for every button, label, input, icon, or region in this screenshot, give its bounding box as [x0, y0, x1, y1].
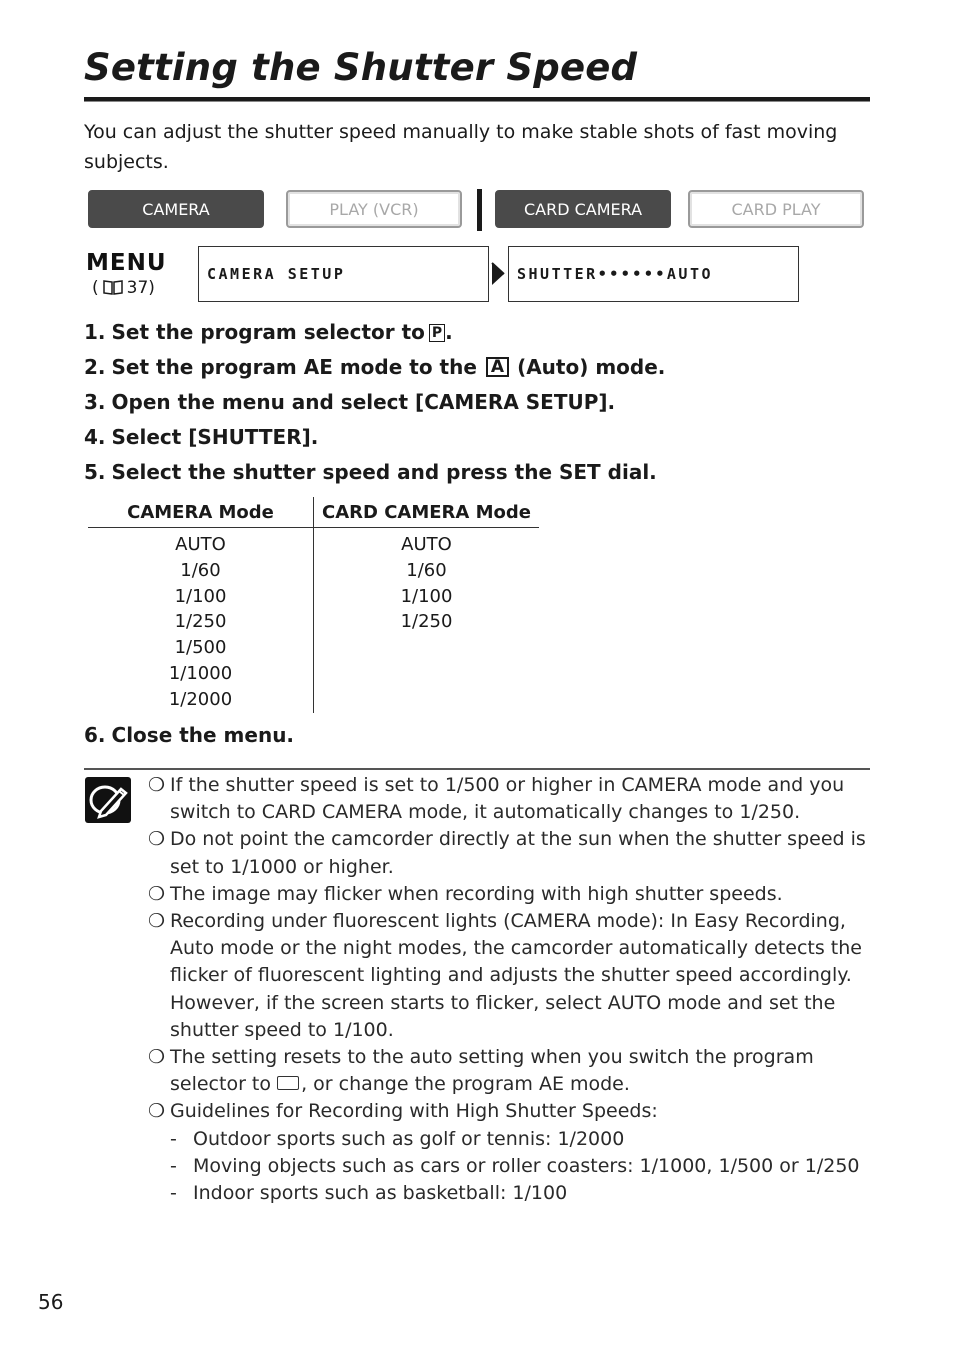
note-item [148, 1044, 874, 1098]
table-cell: AUTO [88, 528, 314, 558]
table-cell [314, 661, 540, 687]
step-text: Close the menu. [111, 723, 295, 747]
step-tail: (Auto) mode. [517, 355, 666, 379]
step-text: Set the program selector to [111, 320, 425, 344]
mode-play-vcr: PLAY (VCR) [286, 190, 462, 228]
note-text: Guidelines for Recording with High Shutter Speeds: [170, 1100, 658, 1123]
column-header-camera: CAMERA Mode [88, 497, 314, 528]
table-cell: 1/60 [406, 559, 447, 581]
note-text: The setting resets to the auto setting when you switch the program selector to [170, 1046, 814, 1096]
arrow-right-icon [490, 261, 508, 287]
step-1 [84, 320, 453, 344]
bullet-icon: ❍ [148, 828, 166, 851]
step-number: 1. [84, 320, 106, 344]
note-item [148, 826, 874, 880]
notes-pencil-icon [85, 777, 131, 823]
guideline-item [148, 1180, 874, 1207]
table-cell: 1/2000 [88, 687, 314, 713]
auto-mode-icon: A [486, 357, 509, 377]
menu-page-number: 37 [126, 278, 149, 298]
note-text: , or change the program AE mode. [301, 1073, 630, 1096]
mode-card-play: CARD PLAY [688, 190, 864, 228]
bullet-icon: ❍ [148, 774, 166, 796]
step-number: 4. [84, 425, 106, 449]
column-header-card-camera: CARD CAMERA Mode [314, 497, 540, 528]
step-6 [84, 723, 294, 747]
table-cell: 1/100 [88, 584, 314, 610]
menu-path-camera-setup: CAMERA SETUP [198, 246, 489, 302]
dash: - [170, 1127, 177, 1150]
program-selector-icon [277, 1076, 299, 1090]
notes-divider [84, 768, 870, 770]
page-number: 56 [38, 1290, 64, 1314]
guideline-text: Indoor sports such as basketball: 1/100 [193, 1182, 568, 1205]
note-text: Recording under fluorescent lights (CAMERA mode): In Easy Recording, Auto mode or the night modes, the camcorder automatically detects the flicker of fluorescent lighting and adjusts the shutter speed accordingly. However, if the screen starts to flicker, select AUTO mode and set the shutter speed to 1/100. [170, 910, 862, 1041]
menu-page-ref: ( 37) [92, 278, 155, 298]
table-row [88, 609, 539, 635]
menu-label: MENU [86, 250, 167, 276]
program-p-icon: P [429, 324, 445, 342]
step-text: Select the shutter speed and press the SET dial. [111, 460, 657, 484]
bullet-icon: ❍ [148, 1046, 166, 1069]
bullet-icon: ❍ [148, 910, 166, 933]
table-row [88, 687, 539, 713]
table-cell [314, 635, 540, 661]
table-cell [314, 687, 540, 713]
step-2 [84, 355, 665, 379]
title-rule-shadow [84, 101, 870, 102]
step-number: 3. [84, 390, 106, 414]
step-text: Set the program AE mode to the [111, 355, 477, 379]
table-row [88, 558, 539, 584]
step-number: 6. [84, 723, 106, 747]
table-row [88, 635, 539, 661]
table-cell: 1/250 [400, 611, 453, 633]
guideline-item [148, 1126, 874, 1153]
page-title: Setting the Shutter Speed [84, 46, 638, 89]
mode-camera: CAMERA [88, 190, 264, 228]
note-item [148, 908, 874, 1044]
step-4 [84, 425, 318, 449]
mode-separator [477, 189, 482, 231]
notes-list [148, 772, 874, 1207]
step-5 [84, 460, 657, 484]
guideline-text: Outdoor sports such as golf or tennis: 1/2000 [193, 1127, 625, 1150]
table-cell: 1/500 [88, 635, 314, 661]
guideline-text: Moving objects such as cars or roller coasters: 1/1000, 1/500 or 1/250 [193, 1154, 860, 1177]
book-icon [102, 279, 124, 295]
dash: - [170, 1154, 177, 1177]
guideline-item [148, 1153, 874, 1180]
dash: - [170, 1182, 177, 1205]
table-cell: 1/250 [88, 609, 314, 635]
step-tail: . [445, 320, 453, 344]
table-cell: AUTO [401, 534, 452, 555]
note-item [148, 1098, 874, 1125]
step-number: 5. [84, 460, 106, 484]
table-cell: 1/100 [400, 585, 453, 607]
table-row [88, 584, 539, 610]
note-text: If the shutter speed is set to 1/500 or higher in CAMERA mode and you switch to CARD CAMERA mode, it automatically changes to 1/250. [170, 774, 845, 824]
menu-path-shutter: SHUTTER••••••AUTO [508, 246, 799, 302]
table-cell: 1/1000 [88, 661, 314, 687]
note-text: Do not point the camcorder directly at the sun when the shutter speed is set to 1/1000 or higher. [170, 828, 866, 878]
step-text: Open the menu and select [CAMERA SETUP]. [111, 390, 616, 414]
step-3 [84, 390, 615, 414]
table-row [88, 528, 539, 558]
note-item [148, 881, 874, 908]
note-item [148, 772, 874, 826]
note-text: The image may flicker when recording with high shutter speeds. [170, 882, 783, 905]
table-cell: 1/60 [88, 558, 314, 584]
bullet-icon: ❍ [148, 882, 166, 905]
shutter-speed-table [88, 497, 539, 713]
intro-text: You can adjust the shutter speed manually to make stable shots of fast moving subjects. [84, 121, 838, 173]
bullet-icon: ❍ [148, 1100, 166, 1123]
mode-card-camera: CARD CAMERA [495, 190, 671, 228]
step-text: Select [SHUTTER]. [111, 425, 319, 449]
table-row [88, 661, 539, 687]
step-number: 2. [84, 355, 106, 379]
